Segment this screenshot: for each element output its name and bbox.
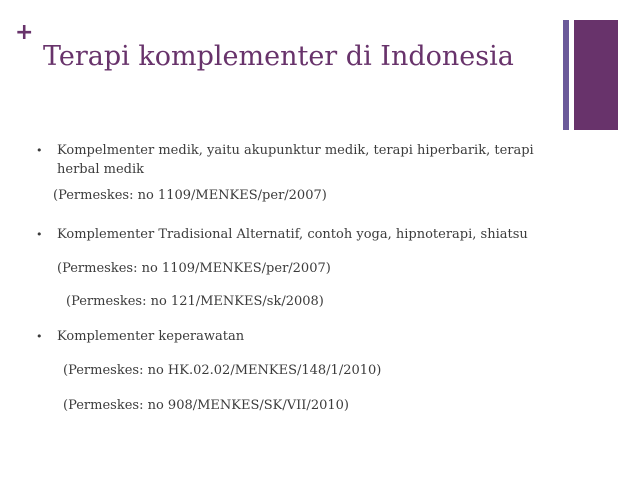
bullet-text: Komplementer Tradisional Alternatif, contoh yoga, hipnoterapi, shiatsu — [57, 227, 528, 242]
reference-text: (Permeskes: no 1109/MENKES/per/2007) — [57, 261, 331, 276]
bullet-item — [36, 141, 566, 179]
reference-text: (Permeskes: no HK.02.02/MENKES/148/1/2010) — [63, 363, 382, 378]
bullet-icon: • — [36, 144, 43, 157]
bullet-icon: • — [36, 330, 43, 343]
bullet-text: Kompelmenter medik, yaitu akupunktur medik, terapi hiperbarik, terapi herbal medik — [57, 143, 534, 177]
bullet-text: Komplementer keperawatan — [57, 329, 245, 344]
slide-title: Terapi komplementer di Indonesia — [43, 41, 514, 72]
plus-icon: + — [15, 20, 34, 45]
reference-text: (Permeskes: no 1109/MENKES/per/2007) — [53, 188, 327, 203]
reference-text: (Permeskes: no 908/MENKES/SK/VII/2010) — [63, 398, 349, 413]
bullet-item — [36, 327, 566, 346]
reference-text: (Permeskes: no 121/MENKES/sk/2008) — [66, 294, 324, 309]
bullet-item — [36, 225, 566, 244]
bullet-icon: • — [36, 228, 43, 241]
